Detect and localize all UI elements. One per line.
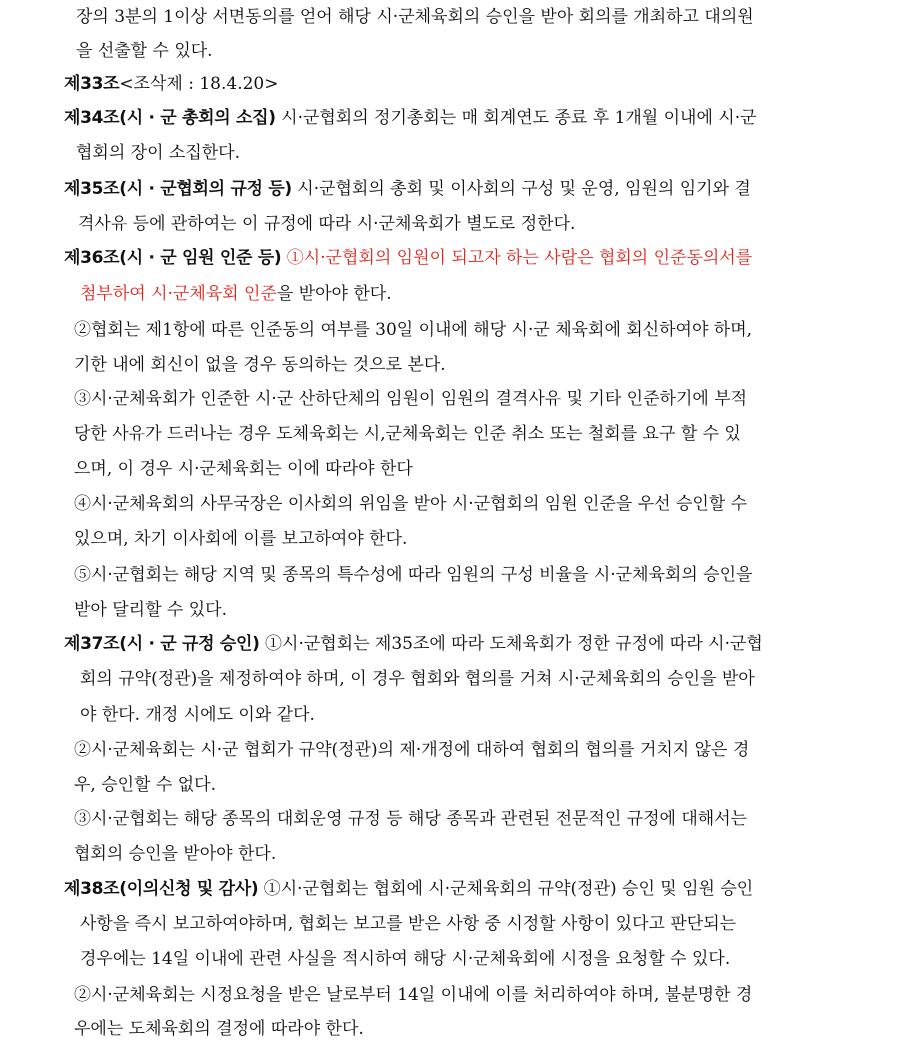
line-18 <box>74 597 227 623</box>
line-14 <box>74 456 413 482</box>
article-38 <box>64 876 753 902</box>
body-text: ②시·군체육회는 시정요청을 받은 날로부터 14일 이내에 이를 처리하여야 하며, 불분명한 경 <box>74 985 753 1005</box>
article-35 <box>64 176 751 202</box>
article-33 <box>64 71 279 97</box>
line-28 <box>80 946 730 972</box>
article-heading: 제36조(시 · 군 임원 인준 등) <box>64 248 282 268</box>
line-16 <box>74 526 407 552</box>
line-2 <box>76 38 213 64</box>
body-text: 을 선출할 수 있다. <box>76 41 213 61</box>
body-text: ①시·군협회는 협회에 시·군체육회의 규약(정관) 승인 및 임원 승인 <box>263 879 754 899</box>
body-text: 장의 3분의 1이상 서면동의를 얻어 해당 시·군체육회의 승인을 받아 회의를 개최하고 대의원 <box>76 7 754 27</box>
body-text: 우, 승인할 수 없다. <box>74 775 216 795</box>
body-text: 으며, 이 경우 시·군체육회는 이에 따라야 한다 <box>74 459 413 479</box>
body-text: 경우에는 14일 이내에 관련 사실을 적시하여 해당 시·군체육회에 시정을 요청할 수 있다. <box>80 949 731 969</box>
body-text: 야 한다. 개정 시에도 이와 같다. <box>80 705 315 725</box>
body-text: 을 받아야 한다. <box>276 284 392 304</box>
line-29 <box>74 982 752 1008</box>
body-text: 사항을 즉시 보고하여야하며, 협회는 보고를 받은 사항 중 시정할 사항이 있다고 판단되는 <box>80 914 737 934</box>
body-text: ②협회는 제1항에 따른 인준동의 여부를 30일 이내에 해당 시·군 체육회에 회신하여야 하며, <box>74 320 753 340</box>
body-text: 회의 규약(정관)을 제정하여야 하며, 이 경우 협회와 협의를 거쳐 시·군체육회의 승인을 받아 <box>80 669 755 689</box>
body-text: 받아 달리할 수 있다. <box>74 600 227 620</box>
line-23 <box>74 772 216 798</box>
article-heading: 제38조(이의신청 및 감사) <box>64 879 259 899</box>
body-text: ③시·군협회는 해당 종목의 대회운영 규정 등 해당 종목과 관련된 전문적인 규정에 대해서는 <box>74 809 748 829</box>
line-13 <box>74 421 741 447</box>
body-text: 시·군협회의 총회 및 이사회의 구성 및 운영, 임원의 임기와 결 <box>297 179 751 199</box>
line-22 <box>74 737 749 763</box>
body-text: ⑤시·군협회는 해당 지역 및 종목의 특수성에 따라 임원의 구성 비율을 시·군체육회의 승인을 <box>74 565 753 585</box>
article-36 <box>64 245 752 271</box>
line-11 <box>74 352 446 378</box>
body-text: <조삭제 : 18.4.20> <box>119 74 279 94</box>
line-30 <box>74 1016 364 1042</box>
line-7 <box>78 211 575 237</box>
body-text: ②시·군체육회는 시·군 협회가 규약(정관)의 제·개정에 대하여 협회의 협의를 거치지 않은 경 <box>74 740 750 760</box>
body-text: ③시·군체육회가 인준한 시·군 산하단체의 임원이 임원의 결격사유 및 기타 인준하기에 부적 <box>74 389 748 409</box>
line-10 <box>74 317 752 343</box>
line-15 <box>74 491 747 517</box>
line-9 <box>80 281 392 307</box>
body-text: 협회의 승인을 받아야 한다. <box>74 844 277 864</box>
article-heading: 제33조 <box>64 74 120 94</box>
body-text: 당한 사유가 드러나는 경우 도체육회는 시,군체육회는 인준 취소 또는 철회를 요구 할 수 있 <box>74 424 741 444</box>
article-heading: 제35조(시 · 군협회의 규정 등) <box>64 179 292 199</box>
line-1 <box>76 4 754 30</box>
body-text: 시·군협회의 정기총회는 매 회계연도 종료 후 1개월 이내에 시·군 <box>281 108 757 128</box>
line-25 <box>74 841 276 867</box>
line-20 <box>80 666 755 692</box>
article-37 <box>64 631 763 657</box>
body-text: 협회의 장이 소집한다. <box>76 143 241 163</box>
line-12 <box>74 386 747 412</box>
body-text: ①시·군협회는 제35조에 따라 도체육회가 정한 규정에 따라 시·군협 <box>265 634 763 654</box>
article-heading: 제34조(시 · 군 총회의 소집) <box>64 108 276 128</box>
line-17 <box>74 562 752 588</box>
line-24 <box>74 806 747 832</box>
body-text: 격사유 등에 관하여는 이 규정에 따라 시·군체육회가 별도로 정한다. <box>78 214 576 234</box>
body-text: 있으며, 차기 이사회에 이를 보고하여야 한다. <box>74 529 408 549</box>
line-5 <box>76 140 240 166</box>
body-text: 기한 내에 회신이 없을 경우 동의하는 것으로 본다. <box>74 355 446 375</box>
article-34 <box>64 105 757 131</box>
highlighted-text: 첨부하여 시·군체육회 인준 <box>80 284 277 304</box>
line-21 <box>80 702 315 728</box>
body-text: 우에는 도체육회의 결정에 따라야 한다. <box>74 1019 364 1039</box>
body-text: ④시·군체육회의 사무국장은 이사회의 위임을 받아 시·군협회의 임원 인준을 우선 승인할 수 <box>74 494 748 514</box>
highlighted-text: ①시·군협회의 임원이 되고자 하는 사람은 협회의 인준동의서를 <box>286 248 753 268</box>
article-heading: 제37조(시 · 군 규정 승인) <box>64 634 260 654</box>
line-27 <box>80 911 736 937</box>
